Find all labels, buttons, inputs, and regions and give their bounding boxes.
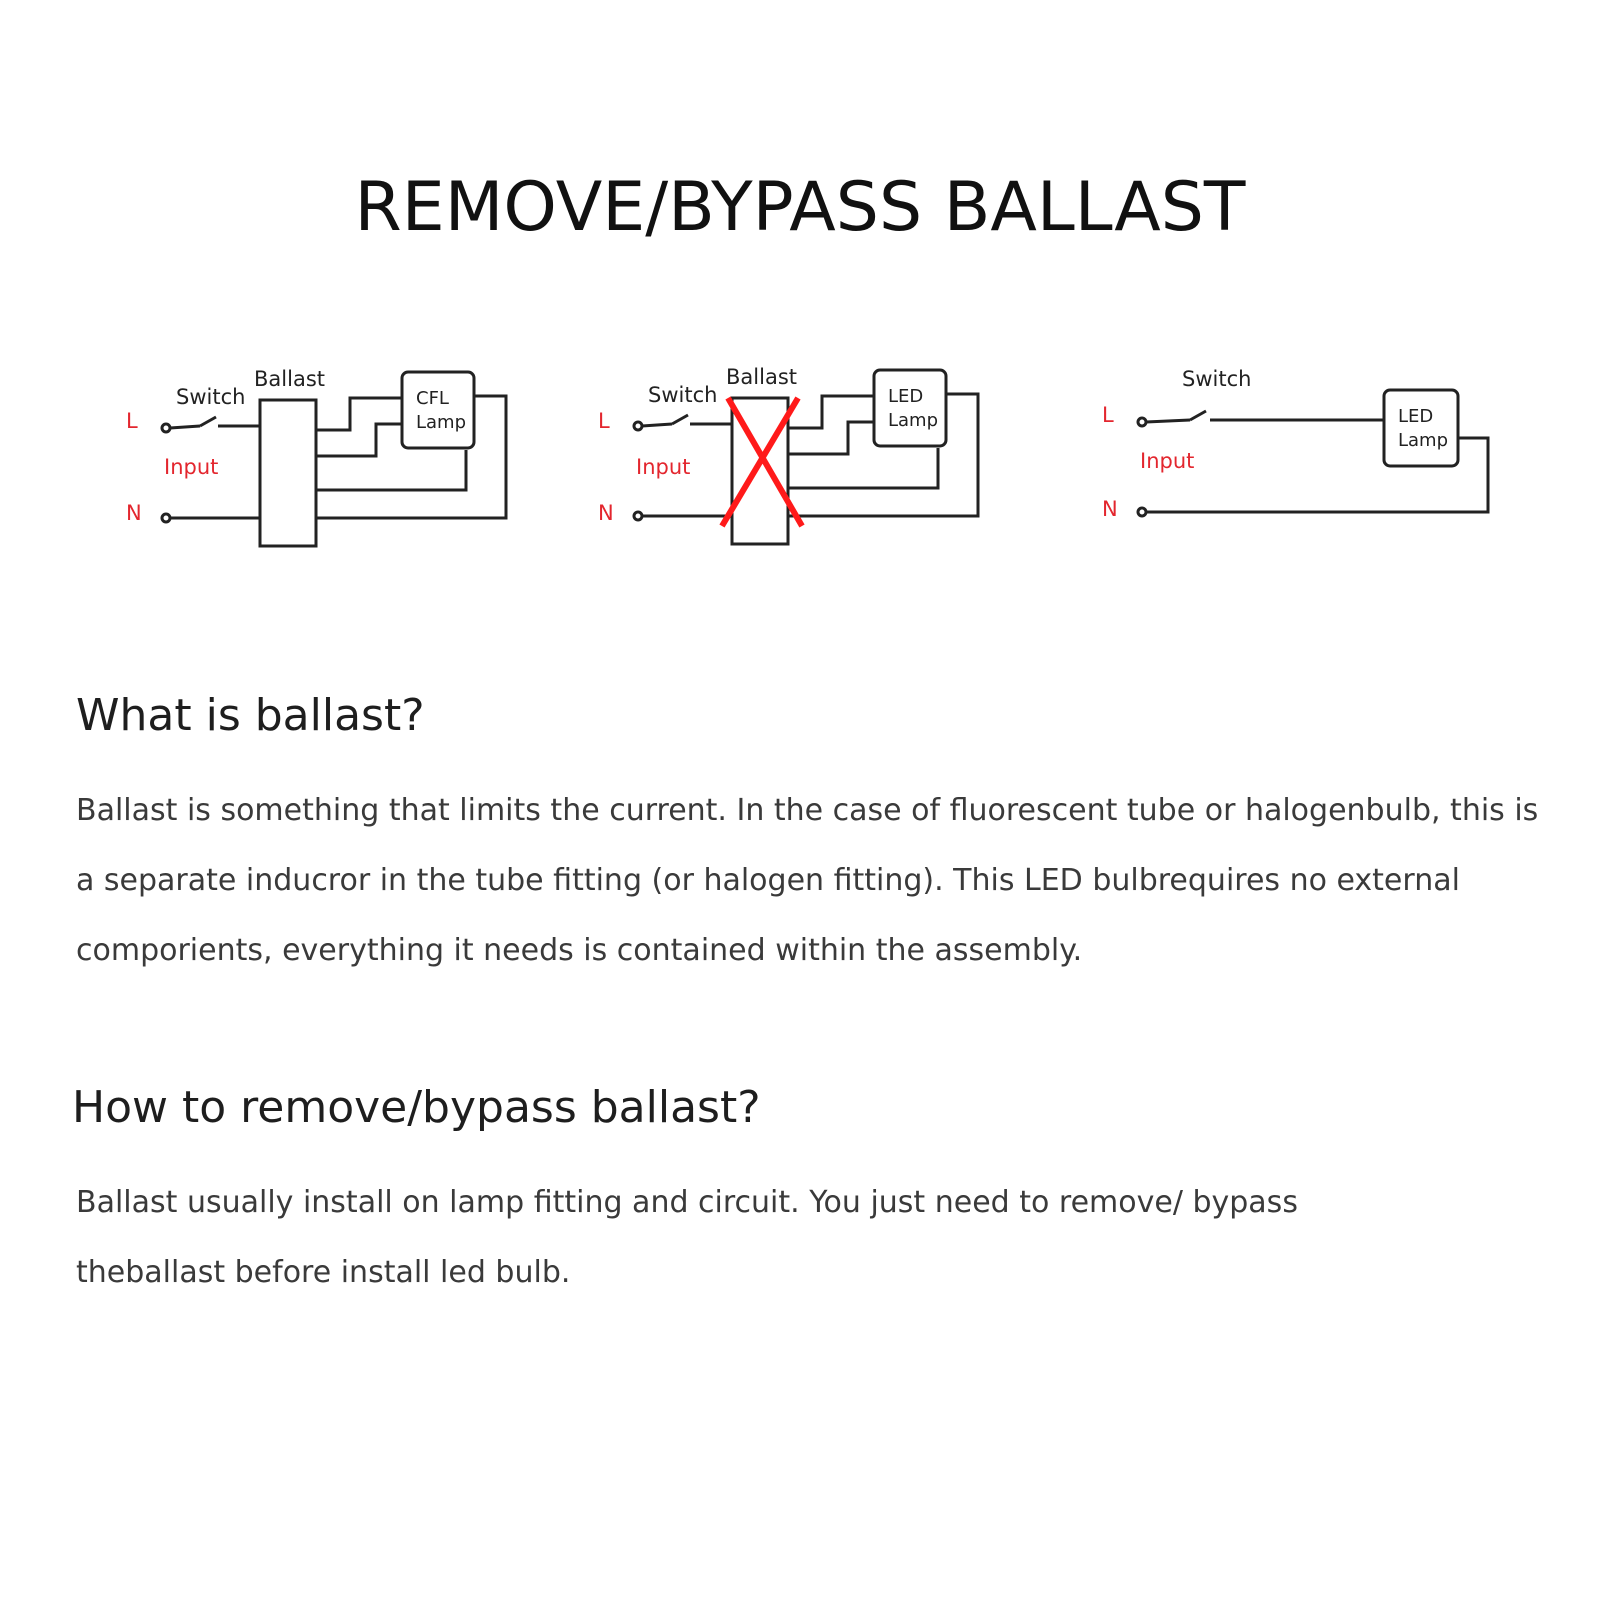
wire-l — [1146, 420, 1190, 422]
diagram-led-bypassed — [1084, 340, 1504, 580]
section-paragraph-how-to-remove: Ballast usually install on lamp fitting and circuit. You just need to remove/ bypass theballast before install led bulb. — [76, 1185, 1298, 1290]
diagram-cfl-with-ballast — [120, 340, 540, 580]
cross-mark-stroke-2 — [728, 398, 802, 526]
input-label: Input — [636, 455, 691, 479]
ballast-label: Ballast — [254, 367, 325, 391]
input-label: Input — [164, 455, 219, 479]
n-terminal — [162, 514, 170, 522]
section-heading-how-to-remove: How to remove/bypass ballast? — [72, 1082, 761, 1133]
n-terminal-label: N — [126, 501, 142, 525]
diagram-led-ballast-crossed — [592, 340, 1012, 580]
switch-blade — [672, 415, 688, 424]
switch-blade — [1190, 411, 1206, 420]
l-terminal — [634, 422, 642, 430]
led-lamp-box — [874, 370, 946, 446]
n-terminal-label: N — [598, 501, 614, 525]
section-heading-what-is-ballast: What is ballast? — [76, 690, 425, 741]
l-terminal-label: L — [126, 409, 138, 433]
lamp-label-line2: Lamp — [416, 412, 467, 433]
lamp-label-line1: LED — [1398, 406, 1434, 427]
wire-l — [170, 426, 200, 428]
cfl-lamp-box — [402, 372, 474, 448]
l-terminal-label: L — [598, 409, 610, 433]
n-terminal — [634, 512, 642, 520]
lamp-label-line1: LED — [888, 386, 924, 407]
switch-label: Switch — [648, 383, 718, 407]
lamp-label-line2: Lamp — [888, 410, 939, 431]
wiring-diagrams — [0, 340, 1600, 600]
l-terminal — [162, 424, 170, 432]
wire-l — [642, 424, 672, 426]
lamp-label-line2: Lamp — [1398, 430, 1449, 451]
n-terminal-label: N — [1102, 497, 1118, 521]
switch-label: Switch — [176, 385, 246, 409]
switch-blade — [200, 417, 216, 426]
l-terminal-label: L — [1102, 403, 1114, 427]
lamp-label-line1: CFL — [416, 388, 449, 409]
ballast-box — [260, 400, 316, 546]
ballast-label: Ballast — [726, 365, 797, 389]
page-title: REMOVE/BYPASS BALLAST — [354, 168, 1246, 247]
switch-label: Switch — [1182, 367, 1252, 391]
section-paragraph-what-is-ballast: Ballast is something that limits the current. In the case of fluorescent tube or halogenbulb, this is a separate inducror in the tube fitting (or halogen fitting). This LED bulbrequires no external comporients, everything it needs is contained within the assembly. — [76, 793, 1539, 968]
input-label: Input — [1140, 449, 1195, 473]
n-terminal — [1138, 508, 1146, 516]
l-terminal — [1138, 418, 1146, 426]
led-lamp-box — [1384, 390, 1458, 466]
